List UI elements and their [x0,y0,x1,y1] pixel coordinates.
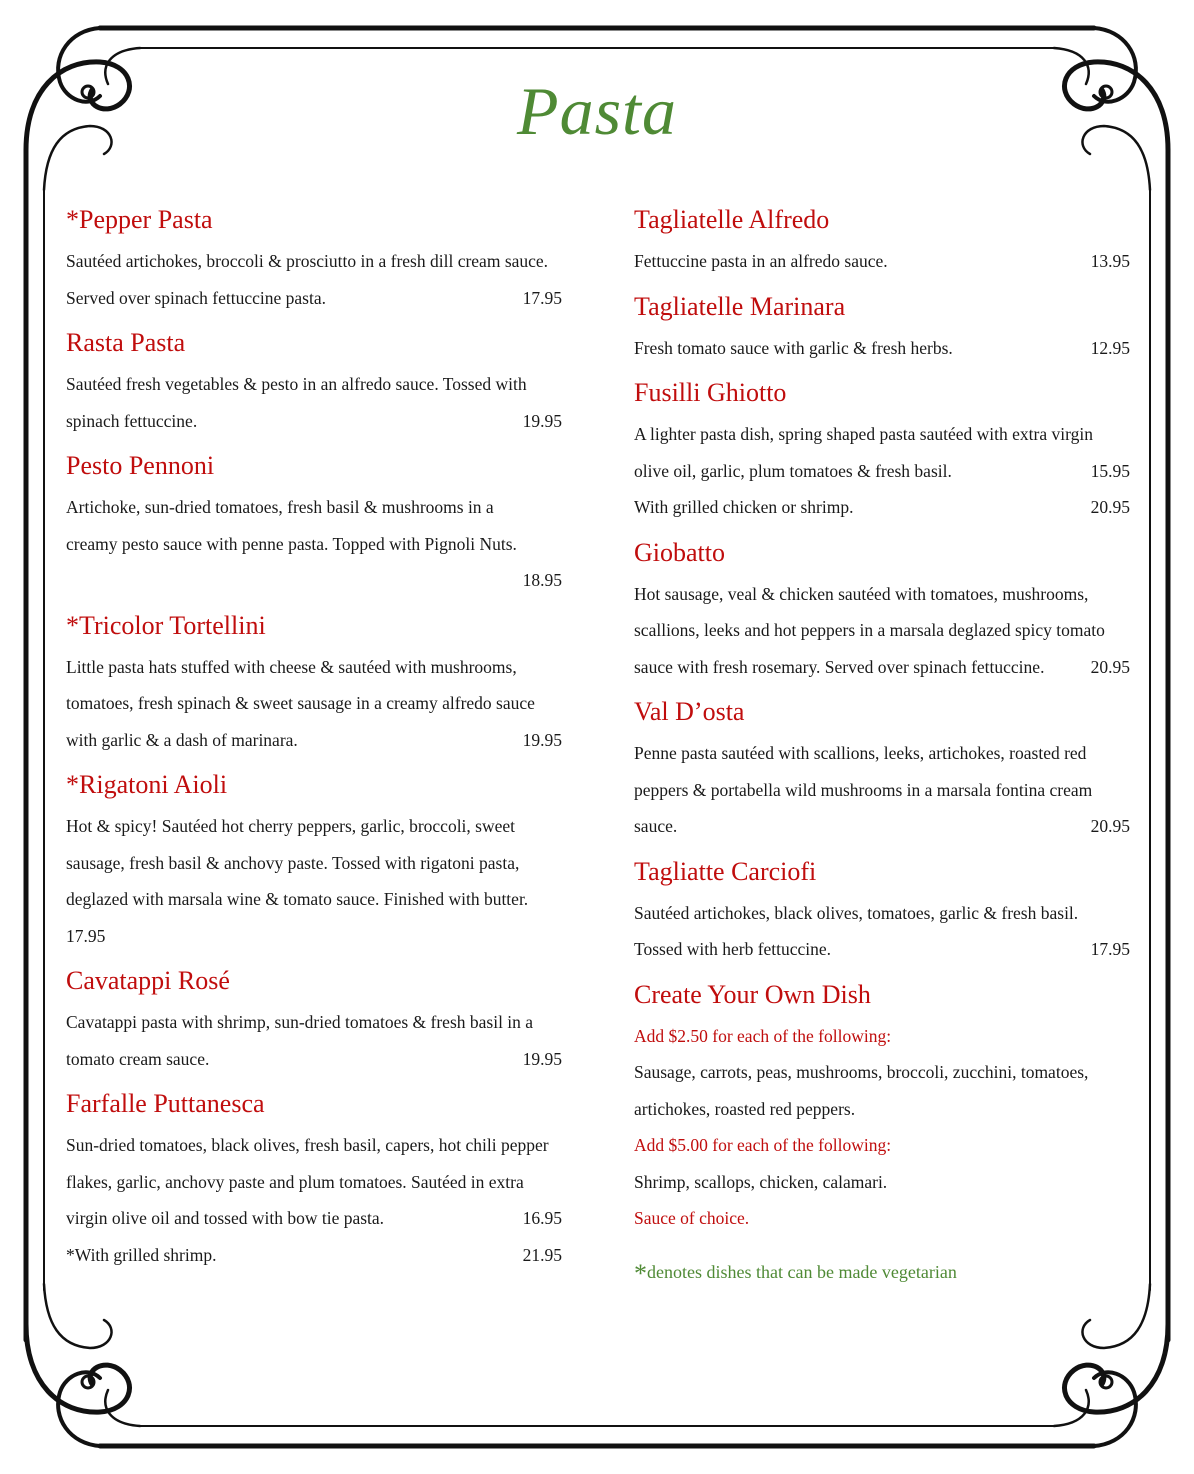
price [1122,1127,1130,1164]
price: 15.95 [1090,460,1130,481]
description-text [66,562,515,599]
price [554,808,562,845]
description-line [66,1004,562,1041]
price: 13.95 [1090,251,1130,271]
dish-name: Pesto Pennoni [66,451,215,480]
menu-item [66,770,562,954]
description-text: Add $5.00 for each of the following: [634,1135,892,1155]
description-text: Cavatappi pasta with shrimp, sun-dried tomatoes & fresh basil in a [66,1012,534,1032]
description-text: tomato cream sauce. [66,1048,210,1069]
dish-name: Create Your Own Dish [634,979,871,1009]
description-line [66,1041,562,1078]
price [554,1004,562,1041]
description-text: Sautéed artichokes, broccoli & prosciutto in a fresh dill cream sauce. [66,251,549,271]
description-line [66,562,562,599]
price [554,881,562,918]
description-line [634,1018,1130,1055]
menu-item [634,697,1130,845]
description-text: sausage, fresh basil & anchovy paste. Tossed with rigatoni pasta, [66,852,520,873]
menu-item [634,205,1130,280]
description-line [66,489,562,526]
description-text: Add $2.50 for each of the following: [634,1025,892,1046]
description-text: Sausage, carrots, peas, mushrooms, broccoli, zucchini, tomatoes, [634,1062,1089,1082]
description-line [66,649,562,686]
description-text: *With grilled shrimp. [66,1244,217,1265]
vegetarian-footnote [634,1259,1130,1289]
footnote-text: denotes dishes that can be made vegetarian [647,1261,957,1282]
description-text: Fresh tomato sauce with garlic & fresh herbs. [634,337,953,358]
description-line [634,735,1130,772]
description-line [634,931,1130,968]
menu-item [66,1089,562,1273]
vegetarian-star-icon: * [634,1258,647,1288]
dish-name: Val D’osta [634,697,745,726]
description-text: tomatoes, fresh spinach & sweet sausage in a creamy alfredo sauce [66,693,535,713]
description-line [634,612,1130,649]
description-line [66,881,562,918]
dish-name: Fusilli Ghiotto [634,378,787,407]
description-line [634,1091,1130,1128]
description-line [66,243,562,280]
description-line [66,366,562,403]
menu-item [634,857,1130,968]
description-line [66,1200,562,1237]
description-text: Artichoke, sun-dried tomatoes, fresh basil & mushrooms in a [66,497,494,517]
price [1122,1164,1130,1201]
description-text: sauce. [634,816,678,836]
description-line [634,243,1130,280]
description-text: olive oil, garlic, plum tomatoes & fresh basil. [634,460,952,481]
description-text: creamy pesto sauce with penne pasta. Topped with Pignoli Nuts. [66,533,517,554]
menu-item [66,611,562,759]
description-line [634,330,1130,367]
description-text: A lighter pasta dish, spring shaped pasta sautéed with extra virgin [634,424,1093,444]
description-text: Sautéed fresh vegetables & pesto in an alfredo sauce. Tossed with [66,374,527,394]
dish-name: *Rigatoni Aioli [66,770,228,799]
dish-name: Cavatappi Rosé [66,966,230,995]
description-text: Tossed with herb fettuccine. [634,939,832,959]
menu-item [634,378,1130,526]
description-line [634,649,1130,686]
price [554,526,562,563]
price: 17.95 [1090,939,1130,959]
description-line [634,576,1130,613]
description-line [634,895,1130,932]
description-line [66,403,562,440]
price: 21.95 [522,1244,562,1265]
price [554,243,562,280]
description-text: sauce with fresh rosemary. Served over spinach fettuccine. [634,656,1045,677]
price [1122,416,1130,453]
description-text: flakes, garlic, anchovy paste and plum tomatoes. Sautéed in extra [66,1171,524,1192]
price: 12.95 [1090,337,1130,358]
description-text: Shrimp, scallops, chicken, calamari. [634,1171,888,1192]
dish-name: *Tricolor Tortellini [66,610,266,640]
price: 16.95 [522,1208,562,1228]
description-text: with garlic & a dash of marinara. [66,729,298,750]
description-text: Little pasta hats stuffed with cheese & sautéed with mushrooms, [66,656,517,677]
price: 19.95 [522,1048,562,1069]
description-line [66,1164,562,1201]
price [554,1127,562,1164]
price: 17.95 [522,287,562,308]
price [1122,1054,1130,1091]
price [554,489,562,526]
description-text: With grilled chicken or shrimp. [634,497,854,517]
description-text: Served over spinach fettuccine pasta. [66,287,326,308]
price [1122,576,1130,613]
description-line [66,808,562,845]
price: 20.95 [1090,816,1130,836]
price: 19.95 [522,410,562,431]
description-line [634,808,1130,845]
description-line [66,918,562,955]
dish-name: Giobatto [634,537,725,567]
price [554,918,562,955]
price: 20.95 [1090,656,1130,677]
description-text: 17.95 [66,925,106,946]
description-line [634,1200,1130,1237]
description-text: Sun-dried tomatoes, black olives, fresh basil, capers, hot chili pepper [66,1135,549,1155]
menu-item [634,292,1130,367]
menu-item [634,538,1130,686]
dish-name: Tagliatte Carciofi [634,856,817,886]
description-text: Sautéed artichokes, black olives, tomatoes, garlic & fresh basil. [634,902,1079,923]
description-line [66,280,562,317]
menu-item [66,451,562,599]
description-line [634,416,1130,453]
price [1122,612,1130,649]
dish-name: Tagliatelle Marinara [634,291,846,321]
description-text: Hot & spicy! Sautéed hot cherry peppers, garlic, broccoli, sweet [66,816,516,836]
description-text: artichokes, roasted red peppers. [634,1098,856,1119]
description-line [634,489,1130,526]
description-line [634,772,1130,809]
price [1122,895,1130,932]
description-text: Hot sausage, veal & chicken sautéed with tomatoes, mushrooms, [634,583,1089,604]
menu-item [66,966,562,1077]
description-line [634,453,1130,490]
dish-name: Tagliatelle Alfredo [634,205,830,234]
price [1122,1091,1130,1128]
menu-item [634,980,1130,1237]
dish-name: Rasta Pasta [66,328,186,357]
description-line [66,845,562,882]
right-menu-column [634,205,1130,1289]
price [554,366,562,403]
price: 18.95 [522,570,562,590]
description-text: deglazed with marsala wine & tomato sauce. Finished with butter. [66,889,529,909]
price: 20.95 [1090,497,1130,517]
price [1122,1018,1130,1055]
dish-name: Farfalle Puttanesca [66,1089,265,1118]
description-text: scallions, leeks and hot peppers in a marsala deglazed spicy tomato [634,620,1105,640]
menu-item [66,328,562,439]
price [554,649,562,686]
page-title: Pasta [517,73,677,149]
description-line [66,685,562,722]
description-text: Fettuccine pasta in an alfredo sauce. [634,251,888,271]
description-line [634,1054,1130,1091]
description-text: virgin olive oil and tossed with bow tie pasta. [66,1208,385,1228]
description-text: Penne pasta sautéed with scallions, leeks, artichokes, roasted red [634,743,1087,763]
price: 19.95 [522,729,562,750]
price [554,685,562,722]
menu-item [66,205,562,316]
price [1122,1200,1130,1237]
description-text: Sauce of choice. [634,1208,750,1228]
price [554,845,562,882]
description-line [66,722,562,759]
description-line [66,526,562,563]
description-line [634,1164,1130,1201]
description-text: spinach fettuccine. [66,410,198,431]
description-text: peppers & portabella wild mushrooms in a marsala fontina cream [634,779,1093,800]
dish-name: *Pepper Pasta [66,205,213,234]
price [554,1164,562,1201]
left-menu-column [66,205,562,1285]
description-line [634,1127,1130,1164]
description-line [66,1237,562,1274]
price [1122,772,1130,809]
price [1122,735,1130,772]
description-line [66,1127,562,1164]
